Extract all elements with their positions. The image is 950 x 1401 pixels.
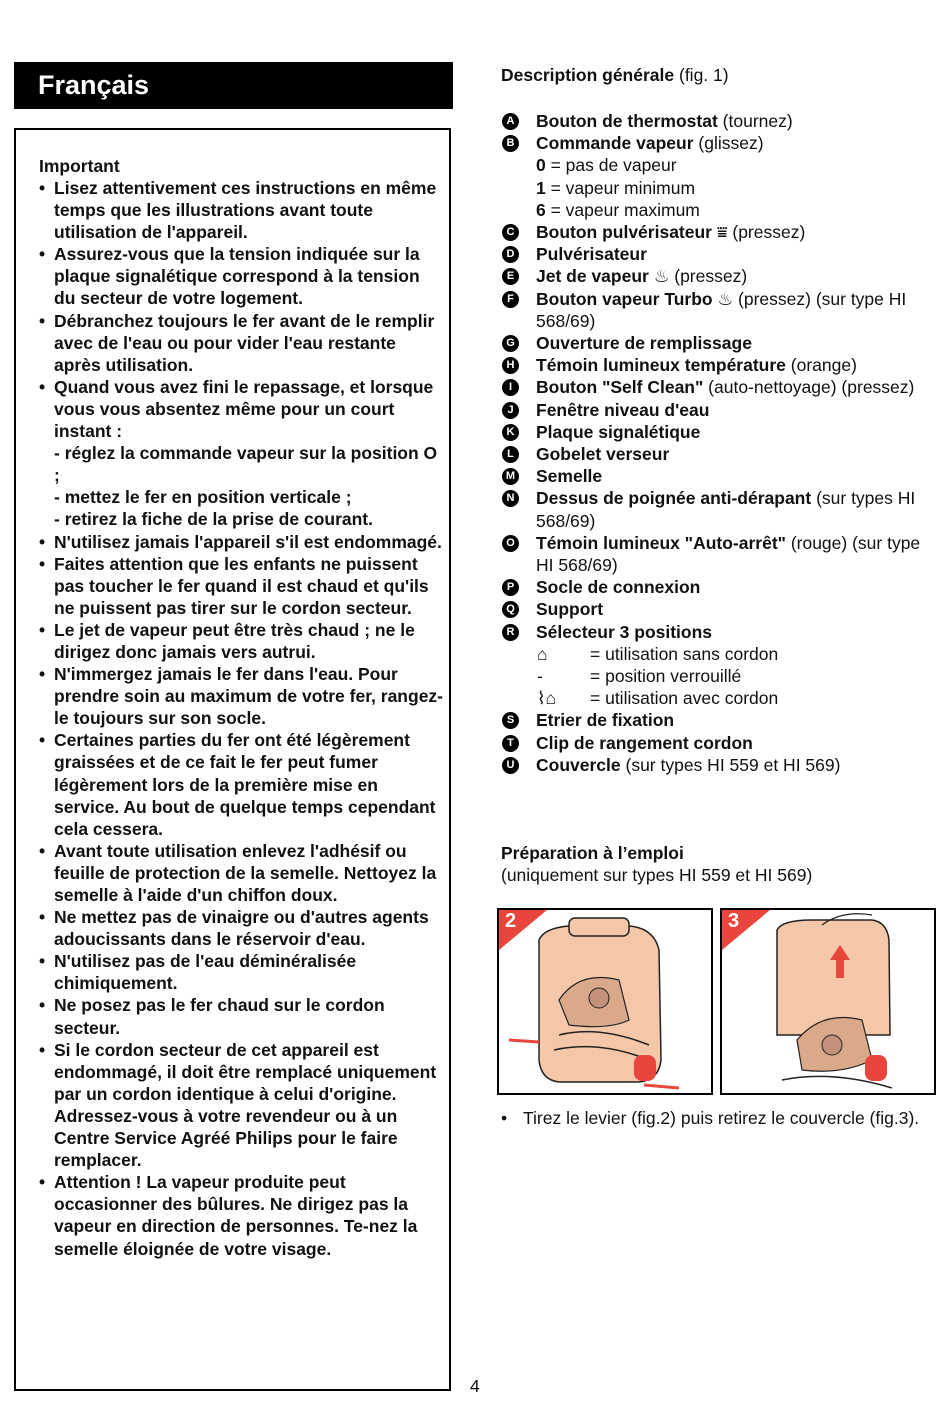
part-letter-badge: J [502, 402, 519, 419]
part-letter-badge: D [502, 246, 519, 263]
figure-3-illustration [722, 910, 936, 1095]
part-letter-badge: H [502, 357, 519, 374]
important-item [39, 376, 444, 531]
part-label: Pulvérisateur [536, 244, 647, 265]
figure-3-number: 3 [728, 910, 740, 932]
part-label: Bouton de thermostat [536, 111, 718, 131]
important-subitem: Adressez-vous à votre revendeur ou à un Centre Service Agréé Philips pour le faire remplacer. [54, 1105, 398, 1171]
part-label: 6 [536, 199, 546, 220]
part-subline [501, 154, 941, 176]
language-banner [14, 62, 453, 109]
part-letter-badge: E [502, 268, 519, 285]
part-label: Clip de rangement cordon [536, 732, 753, 753]
part-detail: = vapeur minimum [545, 177, 696, 198]
selector-text: = position verrouillé [590, 666, 742, 687]
important-subitem: - réglez la commande vapeur sur la position O ; [54, 443, 438, 486]
figure-2-number: 2 [505, 910, 517, 932]
important-item: • Ne posez pas le fer chaud sur le cordon secteur. [39, 994, 444, 1038]
part-letter-badge: Q [502, 601, 519, 618]
part-detail: (tournez) [717, 111, 793, 131]
preparation-title: Préparation à l’emploi [501, 843, 684, 863]
part-letter-badge: A [502, 113, 519, 130]
important-item: • Ne mettez pas de vinaigre ou d'autres agents adoucissants dans le réservoir d'eau. [39, 906, 444, 950]
important-item: • Lisez attentivement ces instructions en même temps que les illustrations avant toute utilisation de l'appareil. [39, 177, 444, 243]
part-detail: = pas de vapeur [545, 155, 677, 176]
part-item [501, 621, 941, 643]
important-item: • N'utilisez jamais l'appareil s'il est endommagé. [39, 531, 444, 553]
part-label: Socle de connexion [536, 577, 701, 598]
part-letter-badge: F [502, 291, 519, 308]
important-item-text: Quand vous avez fini le repassage, et lorsque vous vous absentez même pour un court instant : [54, 376, 434, 442]
part-letter-badge: U [502, 757, 519, 774]
preparation-section [501, 842, 941, 886]
parts-list [501, 110, 941, 776]
part-item [501, 465, 941, 487]
part-label: Bouton pulvérisateur [536, 222, 712, 243]
part-detail: (auto-nettoyage) (pressez) [703, 377, 915, 398]
important-subitem: - mettez le fer en position verticale ; [54, 487, 352, 508]
part-label: Fenêtre niveau d'eau [536, 399, 710, 420]
part-detail: (glissez) [693, 133, 764, 154]
important-item: • N'utilisez pas de l'eau déminéralisée chimiquement. [39, 950, 444, 994]
important-item: • Certaines parties du fer ont été légèrement graissées et de ce fait le fer peut fumer légèrement lors de la première mise en service. Au bout de quelque temps cependant cela cessera. [39, 729, 444, 839]
preparation-subtitle: (uniquement sur types HI 559 et HI 569) [501, 865, 813, 885]
figure-2 [497, 908, 713, 1095]
important-title: Important [39, 156, 120, 176]
part-letter-badge: C [502, 224, 519, 241]
part-label: Etrier de fixation [536, 710, 675, 731]
part-label: Bouton vapeur Turbo [536, 288, 713, 309]
part-letter-badge: M [502, 468, 519, 485]
part-item [501, 754, 941, 776]
part-label: Sélecteur 3 positions [536, 621, 713, 642]
important-item: • N'immergez jamais le fer dans l'eau. Pour prendre soin au maximum de votre fer, rangez-le toujours sur son socle. [39, 663, 444, 729]
important-item: • Attention ! La vapeur produite peut occasionner des bûlures. Ne dirigez pas la vapeur en direction de personnes. Te-nez la semelle éloignée de votre visage. [39, 1171, 444, 1259]
part-item [501, 132, 941, 154]
part-item [501, 421, 941, 443]
page-number: 4 [470, 1376, 480, 1396]
part-letter-badge: B [502, 135, 519, 152]
language-title: Français [38, 70, 150, 100]
part-label: Témoin lumineux température [536, 355, 786, 376]
part-letter-badge: T [502, 735, 519, 752]
part-detail: (rouge) (sur type HI 568/69) [536, 532, 921, 576]
part-letter-badge: K [502, 424, 519, 441]
part-detail: (sur types HI 559 et HI 569) [620, 754, 841, 775]
part-label: Gobelet verseur [536, 444, 670, 465]
part-label: Bouton "Self Clean" [536, 377, 704, 398]
part-label: 1 [536, 177, 546, 198]
important-item: • Avant toute utilisation enlevez l'adhésif ou feuille de protection de la semelle. Nettoyez la semelle à l'aide d'un chiffon doux. [39, 840, 444, 906]
part-letter-badge: R [502, 624, 519, 641]
part-item [501, 288, 941, 332]
part-label: Commande vapeur [536, 133, 694, 154]
preparation-note: • Tirez le levier (fig.2) puis retirez le couvercle (fig.3). [501, 1107, 931, 1129]
important-item-text: Si le cordon secteur de cet appareil est endommagé, il doit être remplacé uniquement par un cordon identique à celui d'origine. [54, 1039, 437, 1104]
part-item [501, 376, 941, 398]
selector-position [501, 643, 941, 665]
part-label: Couvercle [536, 754, 621, 775]
figure-2-illustration [499, 910, 713, 1095]
part-item [501, 487, 941, 531]
part-item [501, 532, 941, 576]
part-letter-badge: S [502, 712, 519, 729]
part-label: Ouverture de remplissage [536, 333, 752, 354]
selector-symbol-icon: ⌂ [537, 643, 548, 664]
part-item [501, 221, 941, 243]
part-detail: = vapeur maximum [545, 199, 700, 220]
selector-text: = utilisation avec cordon [590, 688, 779, 709]
part-label: Témoin lumineux "Auto-arrêt" [536, 532, 786, 553]
part-detail: (orange) [785, 355, 857, 376]
important-item: • Assurez-vous que la tension indiquée sur la plaque signalétique correspond à la tension du secteur de votre logement. [39, 243, 444, 309]
part-item [501, 443, 941, 465]
important-subitem: - retirez la fiche de la prise de courant. [54, 509, 373, 530]
part-letter-badge: P [502, 579, 519, 596]
part-subline [501, 199, 941, 221]
part-detail: ♨ (pressez) (sur type HI 568/69) [536, 288, 907, 331]
part-label: Dessus de poignée anti-dérapant [536, 488, 812, 509]
part-letter-badge: L [502, 446, 519, 463]
part-label: Semelle [536, 466, 603, 487]
selector-symbol-icon: - [537, 666, 543, 687]
part-detail: ♨ (pressez) [648, 266, 748, 287]
important-item: • Faites attention que les enfants ne puissent pas toucher le fer quand il est chaud et qu'ils ne puissent pas tirer sur le cordon secteur. [39, 553, 444, 619]
description-title: Description générale [501, 65, 675, 85]
part-item [501, 709, 941, 731]
important-item [39, 1039, 444, 1172]
part-item [501, 243, 941, 265]
part-label: 0 [536, 155, 546, 176]
part-label: Plaque signalétique [536, 421, 701, 442]
description-heading [501, 64, 941, 86]
selector-text: = utilisation sans cordon [590, 643, 779, 664]
part-item [501, 354, 941, 376]
part-item [501, 576, 941, 598]
description-fig-ref: (fig. 1) [674, 65, 729, 85]
part-label: Jet de vapeur [536, 266, 649, 287]
part-item [501, 110, 941, 132]
part-item [501, 732, 941, 754]
part-detail: (sur types HI 568/69) [536, 488, 916, 531]
part-item [501, 598, 941, 620]
selector-position [501, 665, 941, 687]
part-label: Support [536, 599, 604, 620]
part-item [501, 265, 941, 287]
part-letter-badge: O [502, 535, 519, 552]
important-list [39, 177, 444, 1260]
part-letter-badge: I [502, 379, 519, 396]
selector-position [501, 687, 941, 709]
selector-symbol-icon: ⌇⌂ [537, 688, 557, 709]
part-subline [501, 177, 941, 199]
part-item [501, 399, 941, 421]
important-item: • Le jet de vapeur peut être très chaud ; ne le dirigez donc jamais vers autrui. [39, 619, 444, 663]
part-item [501, 332, 941, 354]
part-detail: ⩸ (pressez) [712, 222, 806, 243]
figure-3 [720, 908, 936, 1095]
important-item: • Débranchez toujours le fer avant de le remplir avec de l'eau ou pour vider l'eau restante après utilisation. [39, 310, 444, 376]
part-letter-badge: G [502, 335, 519, 352]
part-letter-badge: N [502, 490, 519, 507]
